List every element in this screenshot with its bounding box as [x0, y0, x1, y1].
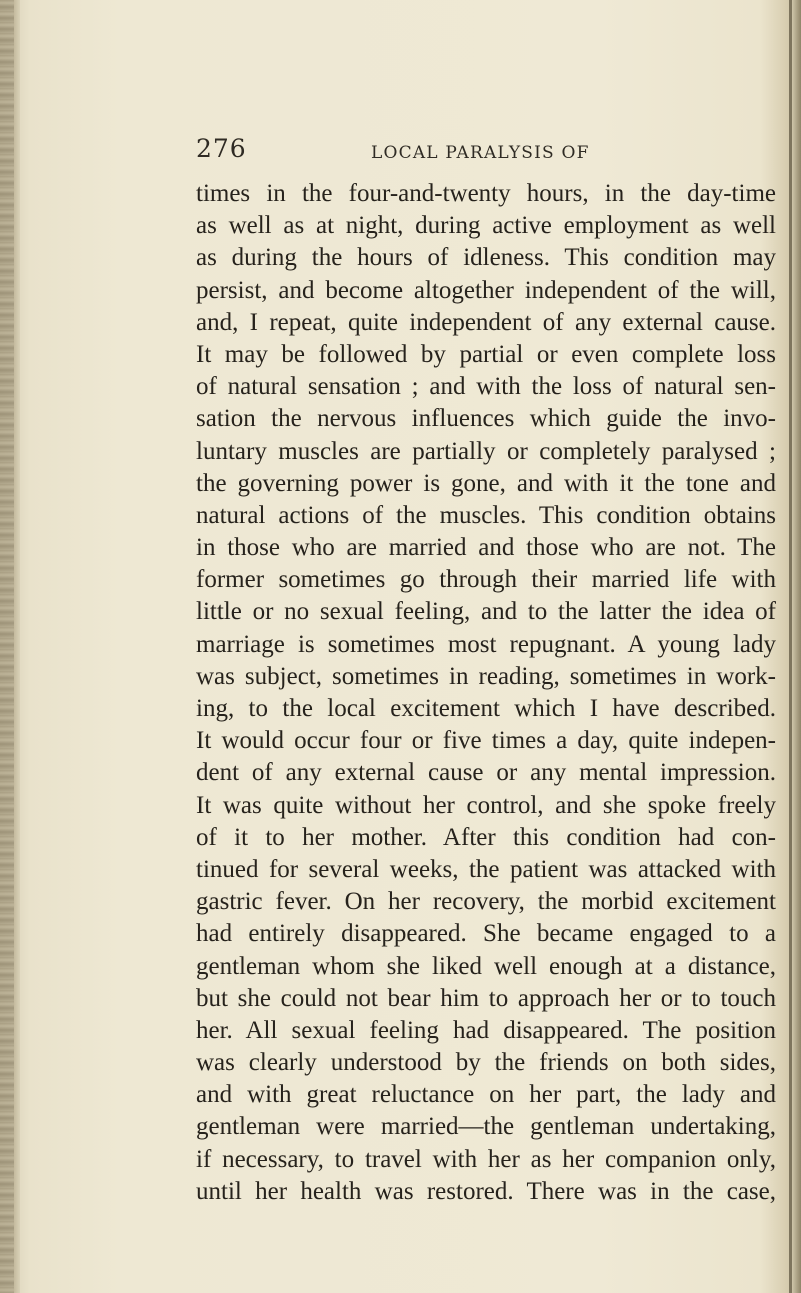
text-line: It would occur four or five times a day, quite indepen-	[196, 727, 776, 755]
text-line: times in the four-and-twenty hours, in the day-time	[196, 180, 776, 207]
body-text	[196, 178, 776, 1208]
text-line: had entirely disappeared. She became engaged to a	[196, 920, 776, 948]
text-line: dent of any external cause or any mental impression.	[196, 759, 776, 787]
text-line: natural actions of the muscles. This condition obtains	[196, 501, 776, 529]
page-binding-edge	[0, 0, 14, 1293]
text-line: and with great reluctance on her part, the lady and	[196, 1081, 776, 1109]
text-line: gastric fever. On her recovery, the morbid excitement	[196, 888, 776, 916]
text-line: the governing power is gone, and with it the tone and	[196, 469, 776, 497]
text-line: It may be followed by partial or even complete loss	[196, 340, 776, 368]
text-line: was clearly understood by the friends on both sides,	[196, 1049, 776, 1077]
page-binding-shadow	[14, 0, 20, 1293]
text-line: luntary muscles are partially or completely paralysed ;	[196, 437, 776, 465]
text-line: persist, and become altogether independent of the will,	[196, 276, 776, 304]
text-line: was subject, sometimes in reading, sometimes in work-	[196, 662, 776, 690]
text-line: sation the nervous influences which guide the invo-	[196, 405, 776, 433]
text-line: of it to her mother. After this condition had con-	[196, 823, 776, 851]
text-line: little or no sexual feeling, and to the latter the idea of	[196, 598, 776, 626]
running-head: LOCAL PARALYSIS OF	[371, 143, 590, 163]
text-line: if necessary, to travel with her as her companion only,	[196, 1145, 776, 1173]
text-line: of natural sensation ; and with the loss of natural sen-	[196, 373, 776, 401]
text-line: marriage is sometimes most repugnant. A young lady	[196, 630, 776, 658]
text-line: tinued for several weeks, the patient was attacked with	[196, 855, 776, 883]
text-line: her. All sexual feeling had disappeared. The position	[196, 1016, 776, 1044]
text-line: as well as at night, during active employment as well	[196, 212, 776, 240]
text-line: ing, to the local excitement which I have described.	[196, 695, 776, 722]
text-line: It was quite without her control, and she spoke freely	[196, 791, 776, 819]
page-header	[196, 134, 616, 168]
text-line: gentleman were married—the gentleman undertaking,	[196, 1113, 776, 1141]
text-line: until her health was restored. There was in the case,	[196, 1177, 776, 1205]
page-right-edge	[791, 0, 801, 1293]
text-line: former sometimes go through their married life with	[196, 566, 776, 594]
page-number: 276	[196, 134, 247, 163]
text-line: in those who are married and those who are not. The	[196, 534, 776, 562]
text-line: as during the hours of idleness. This condition may	[196, 244, 776, 272]
text-line: gentleman whom she liked well enough at a distance,	[196, 952, 776, 980]
page-edge-line	[789, 0, 792, 1293]
text-line: but she could not bear him to approach her or to touch	[196, 984, 776, 1012]
text-line: and, I repeat, quite independent of any external cause.	[196, 308, 776, 336]
